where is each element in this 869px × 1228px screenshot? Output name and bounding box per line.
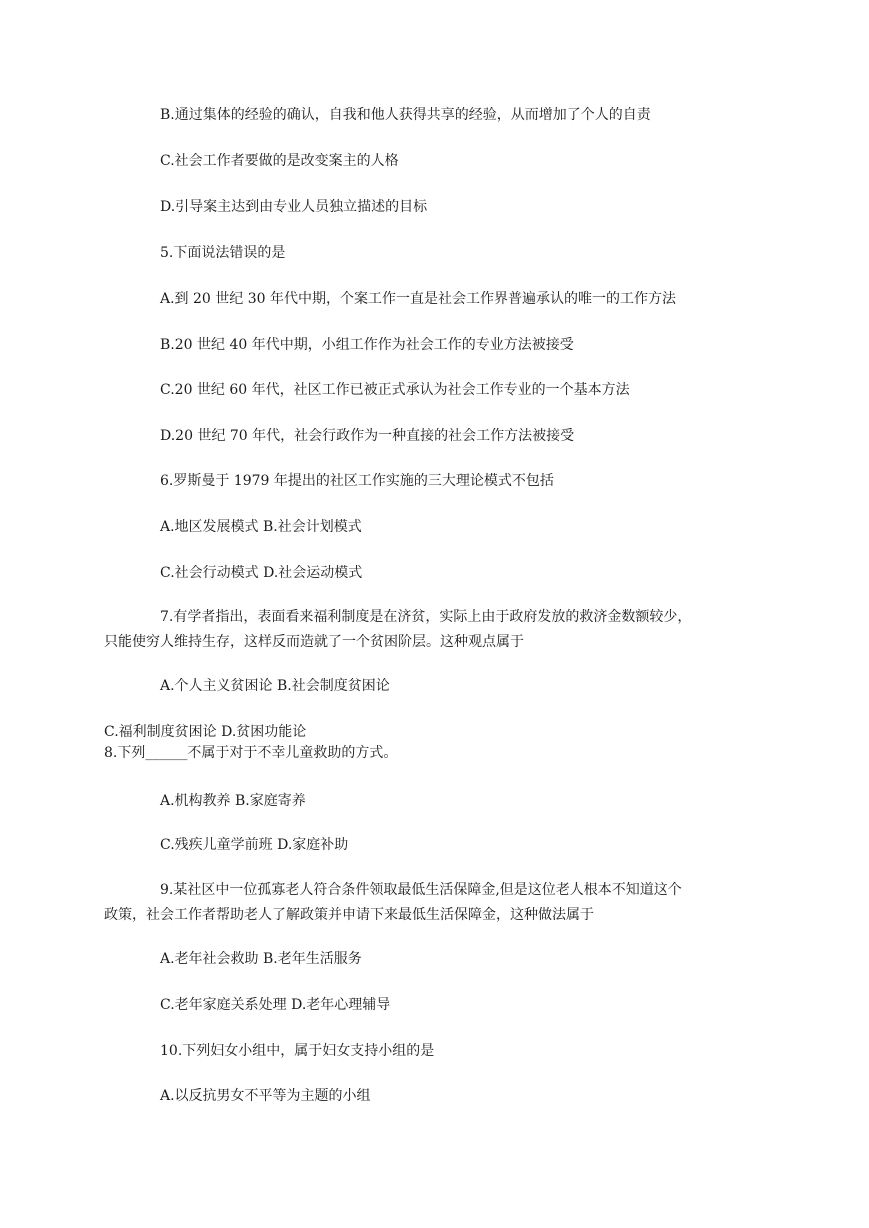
- options-cd-q9: C.老年家庭关系处理 D.老年心理辅导: [160, 997, 391, 1013]
- options-cd-q6: C.社会行动模式 D.社会运动模式: [160, 565, 363, 581]
- option-b-q4: B.通过集体的经验的确认，自我和他人获得共享的经验，从而增加了个人的自责: [160, 107, 651, 123]
- option-a-q5: A.到 20 世纪 30 年代中期，个案工作一直是社会工作界普遍承认的唯一的工作方法: [160, 291, 676, 307]
- question-7-line-1: 7.有学者指出，表面看来福利制度是在济贫，实际上由于政府发放的救济金数额较少，: [160, 609, 692, 625]
- question-7-line-2: 只能使穷人维持生存，这样反而造就了一个贫困阶层。这种观点属于: [104, 634, 524, 650]
- options-ab-q7: A.个人主义贫困论 B.社会制度贫困论: [160, 678, 390, 694]
- question-5: 5.下面说法错误的是: [160, 245, 286, 261]
- option-b-q5: B.20 世纪 40 年代中期，小组工作作为社会工作的专业方法被接受: [160, 337, 574, 353]
- option-c-q4: C.社会工作者要做的是改变案主的人格: [160, 153, 399, 169]
- option-d-q5: D.20 世纪 70 年代，社会行政作为一种直接的社会工作方法被接受: [160, 428, 575, 444]
- option-d-q4: D.引导案主达到由专业人员独立描述的目标: [160, 199, 428, 215]
- question-9-line-1: 9.某社区中一位孤寡老人符合条件领取最低生活保障金,但是这位老人根本不知道这个: [160, 882, 682, 898]
- question-10: 10.下列妇女小组中，属于妇女支持小组的是: [160, 1043, 435, 1059]
- option-c-q5: C.20 世纪 60 年代，社区工作已被正式承认为社会工作专业的一个基本方法: [160, 382, 630, 398]
- options-ab-q8: A.机构教养 B.家庭寄养: [160, 793, 306, 809]
- options-cd-q8: C.残疾儿童学前班 D.家庭补助: [160, 837, 349, 853]
- options-ab-q6: A.地区发展模式 B.社会计划模式: [160, 519, 362, 535]
- question-6: 6.罗斯曼于 1979 年提出的社区工作实施的三大理论模式不包括: [160, 473, 554, 489]
- options-ab-q9: A.老年社会救助 B.老年生活服务: [160, 951, 362, 967]
- option-a-q10: A.以反抗男女不平等为主题的小组: [160, 1088, 371, 1104]
- options-cd-q7: C.福利制度贫困论 D.贫困功能论: [104, 724, 307, 740]
- question-8: 8.下列______不属于对于不幸儿童救助的方式。: [104, 745, 398, 761]
- question-9-line-2: 政策，社会工作者帮助老人了解政策并申请下来最低生活保障金，这种做法属于: [104, 907, 594, 923]
